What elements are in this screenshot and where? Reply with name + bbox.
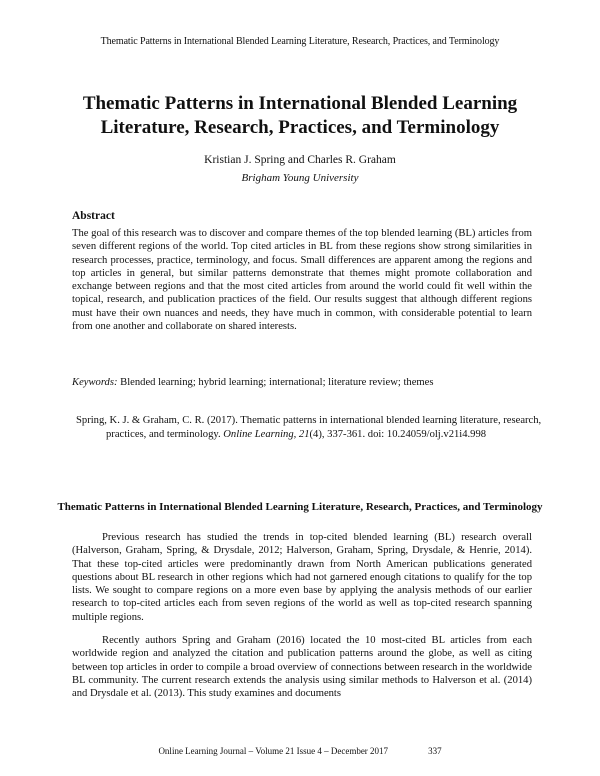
author-affiliation: Brigham Young University [241,172,359,184]
body-paragraph-2: Recently authors Spring and Graham (2016) located the 10 most-cited BL articles from each worldwide region and analyzed the citation and publication patterns around the globe, as well as citing between top articles in order to compile a broad overview of connections between research in the worldwide BL community. The current research extends the analysis using similar methods to Halverson et al. (2014) and Drysdale et al. (2013). This study examines and documents [72,635,532,700]
running-head: Thematic Patterns in International Blended Learning Literature, Research, Practices, and Terminology [100,36,500,47]
citation-journal: Online Learning, 21 [223,429,310,440]
body-paragraph-1: Previous research has studied the trends in top-cited blended learning (BL) research overall (Halverson, Graham, Spring, & Drysdale, 2012; Halverson, Graham, Spring, Drysdale, & Henrie, 2014). That these top-cited articles were predominantly drawn from North American publications generated questions about BL research in other regions which had not garnered enough citations to qualify for the top lists. We sought to compare regions on a more even base by applying the analysis methods of our earlier research to top-cited articles each from seven regions of the world as well as top-cited research spanning multiple regions. [72,532,532,623]
keywords-label: Keywords: [72,377,118,388]
section-title: Thematic Patterns in International Blended Learning Literature, Research, Practices, and Terminology [57,501,543,513]
author-names: Kristian J. Spring and Charles R. Graham [204,154,396,166]
citation-part-1: Spring, K. J. & Graham, C. R. (2017). Thematic patterns in international blended learning literature, research, practices, and terminology. [76,415,542,440]
abstract-heading: Abstract [72,210,115,222]
citation-part-2: (4), 337-361. doi: 10.24059/olj.v21i4.998 [309,429,487,440]
page-footer [0,746,600,756]
abstract-body: The goal of this research was to discover and compare themes of the top blended learning (BL) articles from seven different regions of the world. Top cited articles in BL from these regions show strong similarities in research processes, practice, terminology, and focus. Small differences are apparent among the regions and top articles in general, but similar patterns demonstrate that themes might promote collaboration and exchange between regions and that the most cited articles from around the world could fit well within the topical, research, and publication practices of the field. Our results suggest that although different regions must have their own nuances and needs, they have much in common, with considerable potential to learn from one another and collaborate on shared interests. [72,228,532,333]
keywords-text: Blended learning; hybrid learning; international; literature review; themes [117,377,434,388]
footer-journal: Online Learning Journal – Volume 21 Issue 4 – December 2017 [158,746,389,756]
suggested-citation [76,414,558,442]
keywords-line [72,377,532,388]
page-number: 337 [428,746,442,756]
article-title: Thematic Patterns in International Blended Learning Literature, Research, Practices, and Terminology [82,93,518,138]
